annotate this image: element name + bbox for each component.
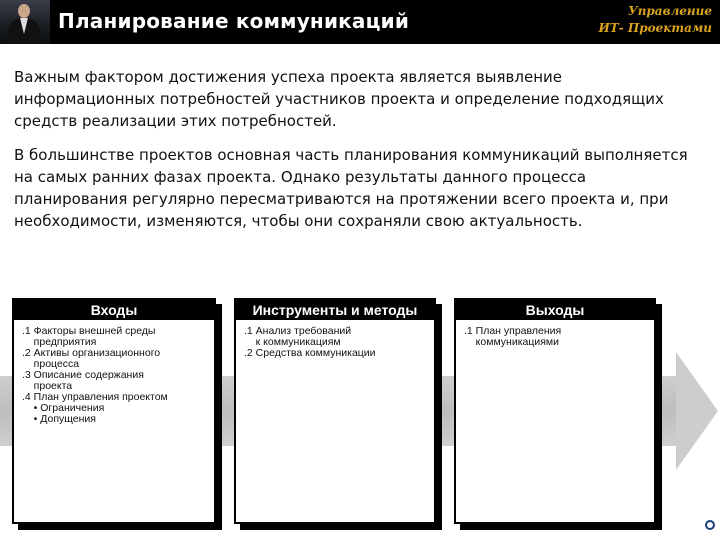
outputs-box bbox=[454, 298, 656, 524]
tools-list bbox=[236, 320, 434, 359]
list-item: к коммуникациям bbox=[244, 336, 341, 348]
brand-line-1: Управление bbox=[627, 4, 712, 18]
paragraph-2: В большинстве проектов основная часть планирования коммуникаций выполняется на самых ранних фазах проекта. Однако результаты данного процесса планирования регулярно пересматриваются на протяжении всего проекта и, при необходимости, изменяются, чтобы они сохраняли свою актуальность. bbox=[14, 146, 688, 230]
list-item: процесса bbox=[22, 358, 80, 370]
slide-title: Планирование коммуникаций bbox=[58, 9, 410, 33]
course-brand bbox=[598, 3, 712, 37]
inputs-title: Входы bbox=[14, 300, 214, 320]
presenter-photo bbox=[0, 0, 50, 44]
list-item: .3 Описание содержания bbox=[22, 369, 144, 381]
outputs-list bbox=[456, 320, 654, 348]
paragraph-1: Важным фактором достижения успеха проекта является выявление информационных потребностей участников проекта и определение подходящих средств реализации этих потребностей. bbox=[14, 68, 664, 130]
list-item: проекта bbox=[22, 380, 73, 392]
tools-box bbox=[234, 298, 436, 524]
list-item: .2 Средства коммуникации bbox=[244, 347, 376, 359]
inputs-list bbox=[14, 320, 214, 425]
brand-line-2: ИТ- Проектами bbox=[598, 21, 712, 35]
process-arrow bbox=[676, 352, 718, 470]
list-item: .1 Факторы внешней среды bbox=[22, 325, 156, 337]
outputs-title: Выходы bbox=[456, 300, 654, 320]
list-item: .1 План управления bbox=[464, 325, 562, 337]
list-item: .4 План управления проектом bbox=[22, 391, 168, 403]
list-item: .2 Активы организационного bbox=[22, 347, 161, 359]
list-item: предприятия bbox=[22, 336, 97, 348]
list-item: .1 Анализ требований bbox=[244, 325, 352, 337]
list-item: • Допущения bbox=[22, 413, 96, 425]
list-item: коммуникациями bbox=[464, 336, 560, 348]
nav-circle-icon[interactable] bbox=[705, 520, 715, 530]
tools-title: Инструменты и методы bbox=[236, 300, 434, 320]
header-bar bbox=[0, 0, 720, 44]
inputs-box bbox=[12, 298, 216, 524]
body-text bbox=[14, 66, 704, 244]
list-item: • Ограничения bbox=[22, 402, 105, 414]
